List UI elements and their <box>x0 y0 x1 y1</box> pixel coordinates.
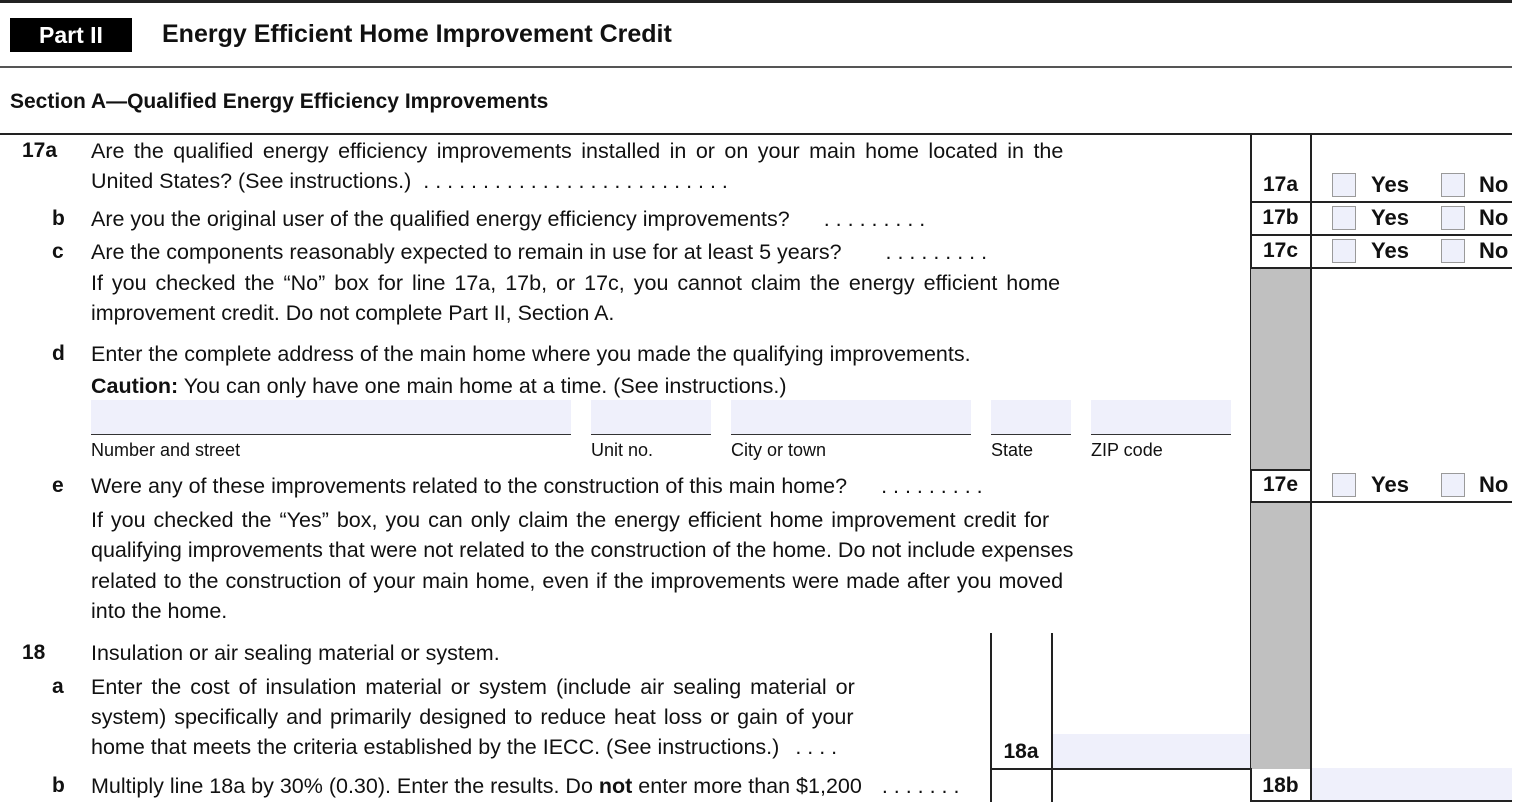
line-18b-row <box>91 771 959 801</box>
leader-dots: . . . . . . . . . <box>881 474 983 498</box>
checkbox-17b-yes[interactable] <box>1332 206 1356 230</box>
label-17b-yes: Yes <box>1371 205 1409 230</box>
box-label-17a: 17a <box>1262 173 1299 196</box>
top-rule <box>0 0 1512 3</box>
box-label-17e: 17e <box>1262 473 1299 496</box>
checkbox-17e-no[interactable] <box>1441 473 1465 497</box>
leader-dots: . . . . . . . . . <box>823 207 926 231</box>
label-17c-yes: Yes <box>1371 238 1409 263</box>
caution-text: You can only have one main home at a time. (See instructions.) <box>178 374 787 398</box>
label-17a-no: No <box>1479 172 1509 197</box>
leader-dots: . . . . . . . . . <box>885 240 988 264</box>
caution-label: Caution: <box>91 374 179 398</box>
line-17e-note-4: into the home. <box>91 599 228 623</box>
city-input[interactable] <box>731 400 971 435</box>
line-18b-text-bold: not <box>598 774 633 798</box>
leader-dots: . . . . . . . . . . . . . . . . . . . . . . . . . . <box>423 169 728 193</box>
line-17c-text: Are the components reasonably expected to remain in use for at least 5 years? <box>91 240 842 264</box>
amount-input-18a[interactable] <box>1053 734 1250 768</box>
label-17e-yes: Yes <box>1371 472 1409 497</box>
line-17a-number: 17a <box>22 139 58 162</box>
box-label-18a: 18a <box>1003 740 1039 763</box>
line-18a-number: a <box>52 675 64 698</box>
row-rule-18a <box>990 768 1252 770</box>
line-17d-text: Enter the complete address of the main home where you made the qualifying improvements. <box>91 342 971 366</box>
amount-input-18b[interactable] <box>1312 768 1512 802</box>
label-17c-no: No <box>1479 238 1509 263</box>
line-17b-row <box>91 204 925 234</box>
checkbox-17a-no[interactable] <box>1441 173 1465 197</box>
line-18b-number: b <box>52 774 65 797</box>
row-rule-17c <box>1250 267 1512 269</box>
box-label-17c: 17c <box>1262 239 1299 262</box>
line-18-number: 18 <box>22 641 46 664</box>
line-18-text: Insulation or air sealing material or system. <box>91 641 500 665</box>
zip-caption: ZIP code <box>1091 440 1163 460</box>
line-17a-text-cont: United States? (See instructions.) <box>91 169 412 193</box>
line-17d-caution <box>91 371 787 401</box>
line-17c-number: c <box>52 240 64 263</box>
checkbox-17c-no[interactable] <box>1441 239 1465 263</box>
checkbox-17b-no[interactable] <box>1441 206 1465 230</box>
box-label-17b: 17b <box>1262 206 1299 229</box>
line-18a-text-2: system) specifically and primarily designed to reduce heat loss or gain of your <box>91 705 854 729</box>
line-17e-note: If you checked the “Yes” box, you can only claim the energy efficient home improvement credit for <box>91 508 1050 532</box>
line-18b-text-end: enter more than $1,200 <box>632 774 862 798</box>
box-label-18b: 18b <box>1262 774 1299 797</box>
label-17e-no: No <box>1479 472 1509 497</box>
line-18a-text: Enter the cost of insulation material or system (include air sealing material or <box>91 675 855 699</box>
row-rule-17e <box>1250 501 1512 503</box>
zip-input[interactable] <box>1091 400 1231 435</box>
shaded-column-17e-18b <box>1251 503 1310 769</box>
leader-dots: . . . . . . . <box>881 774 960 798</box>
line-18a-text-cont: home that meets the criteria established by the IECC. (See instructions.) <box>91 735 780 759</box>
part-rule <box>0 66 1512 68</box>
line-17e-number: e <box>52 474 64 497</box>
street-caption: Number and street <box>91 440 241 460</box>
label-17a-yes: Yes <box>1371 172 1409 197</box>
checkbox-17e-yes[interactable] <box>1332 473 1356 497</box>
section-title: Section A—Qualified Energy Efficiency Improvements <box>10 90 549 113</box>
shaded-column-17c-17e <box>1251 268 1310 469</box>
checkbox-17c-yes[interactable] <box>1332 239 1356 263</box>
line-17d-number: d <box>52 342 65 365</box>
line-17b-number: b <box>52 207 65 230</box>
line-17c-note: If you checked the “No” box for line 17a, 17b, or 17c, you cannot claim the energy efficient home <box>91 271 1061 295</box>
line-17a-text-2 <box>91 166 728 196</box>
line-17e-text: Were any of these improvements related to the construction of this main home? <box>91 474 848 498</box>
leader-dots: . . . . <box>795 735 838 759</box>
line-18a-text-3 <box>91 732 837 762</box>
line-17e-note-2: qualifying improvements that were not related to the construction of the home. Do not include expenses <box>91 538 1074 562</box>
box-18a-right-border <box>1051 633 1053 802</box>
section-rule <box>0 133 1512 135</box>
street-input[interactable] <box>91 400 571 435</box>
part-label: Part II <box>10 18 132 52</box>
part-title: Energy Efficient Home Improvement Credit <box>162 20 672 48</box>
line-17c-note-2: improvement credit. Do not complete Part II, Section A. <box>91 301 615 325</box>
line-17e-row <box>91 471 983 501</box>
checkbox-17a-yes[interactable] <box>1332 173 1356 197</box>
state-input[interactable] <box>991 400 1071 435</box>
state-caption: State <box>991 440 1034 460</box>
line-17b-text: Are you the original user of the qualified energy efficiency improvements? <box>91 207 790 231</box>
label-17b-no: No <box>1479 205 1509 230</box>
line-17a-text: Are the qualified energy efficiency improvements installed in or on your main home located in the <box>91 139 1064 163</box>
unit-input[interactable] <box>591 400 711 435</box>
unit-caption: Unit no. <box>591 440 654 460</box>
line-17c-row <box>91 237 987 267</box>
box-18a-left-border <box>990 633 992 802</box>
line-17e-note-3: related to the construction of your main home, even if the improvements were made after you moved <box>91 569 1064 593</box>
city-caption: City or town <box>731 440 827 460</box>
line-18b-text: Multiply line 18a by 30% (0.30). Enter the results. Do <box>91 774 599 798</box>
